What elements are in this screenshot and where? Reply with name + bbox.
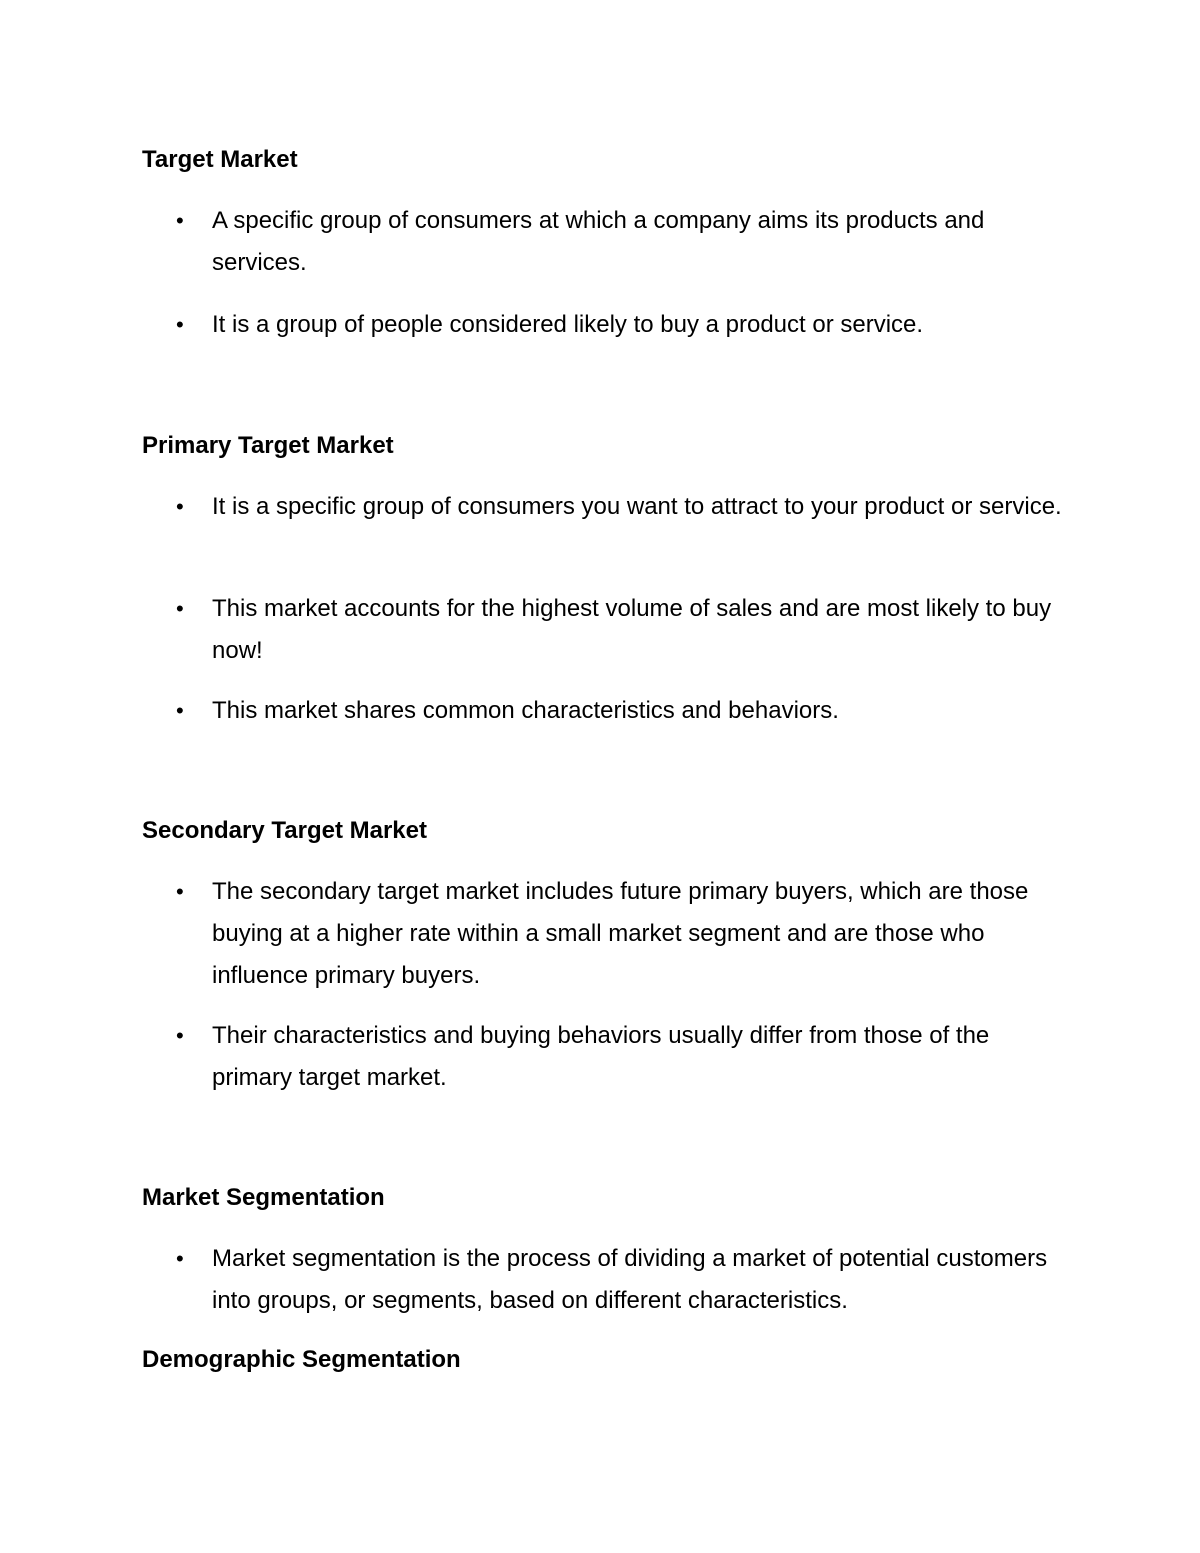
bullet-icon: •: [176, 698, 184, 723]
list-item-text: A specific group of consumers at which a company aims its products and services.: [212, 207, 985, 276]
list-item-text: Market segmentation is the process of dividing a market of potential customers into groups, or segments, based on different characteristics.: [212, 1245, 1048, 1314]
list-item-text: The secondary target market includes future primary buyers, which are those buying at a higher rate within a small market segment and are those who influence primary buyers.: [212, 878, 1029, 989]
bullet-icon: •: [176, 312, 184, 337]
list-item-text: It is a specific group of consumers you want to attract to your product or service.: [212, 493, 1062, 520]
bullet-icon: •: [176, 879, 184, 904]
bullet-icon: •: [176, 1246, 184, 1271]
section-heading-target-market: Target Market: [142, 146, 298, 173]
bullet-icon: •: [176, 1023, 184, 1048]
bullet-icon: •: [176, 494, 184, 519]
bullet-icon: •: [176, 208, 184, 233]
list-item-text: This market shares common characteristics and behaviors.: [212, 697, 839, 724]
section-heading-market-segmentation: Market Segmentation: [142, 1184, 385, 1211]
section-heading-demographic-segmentation: Demographic Segmentation: [142, 1346, 461, 1373]
section-heading-secondary-target-market: Secondary Target Market: [142, 817, 427, 844]
bullet-icon: •: [176, 596, 184, 621]
section-heading-primary-target-market: Primary Target Market: [142, 432, 394, 459]
list-item-text: Their characteristics and buying behaviors usually differ from those of the primary target market.: [212, 1022, 990, 1091]
list-item-text: It is a group of people considered likely to buy a product or service.: [212, 311, 924, 338]
list-item-text: This market accounts for the highest volume of sales and are most likely to buy now!: [212, 595, 1052, 664]
